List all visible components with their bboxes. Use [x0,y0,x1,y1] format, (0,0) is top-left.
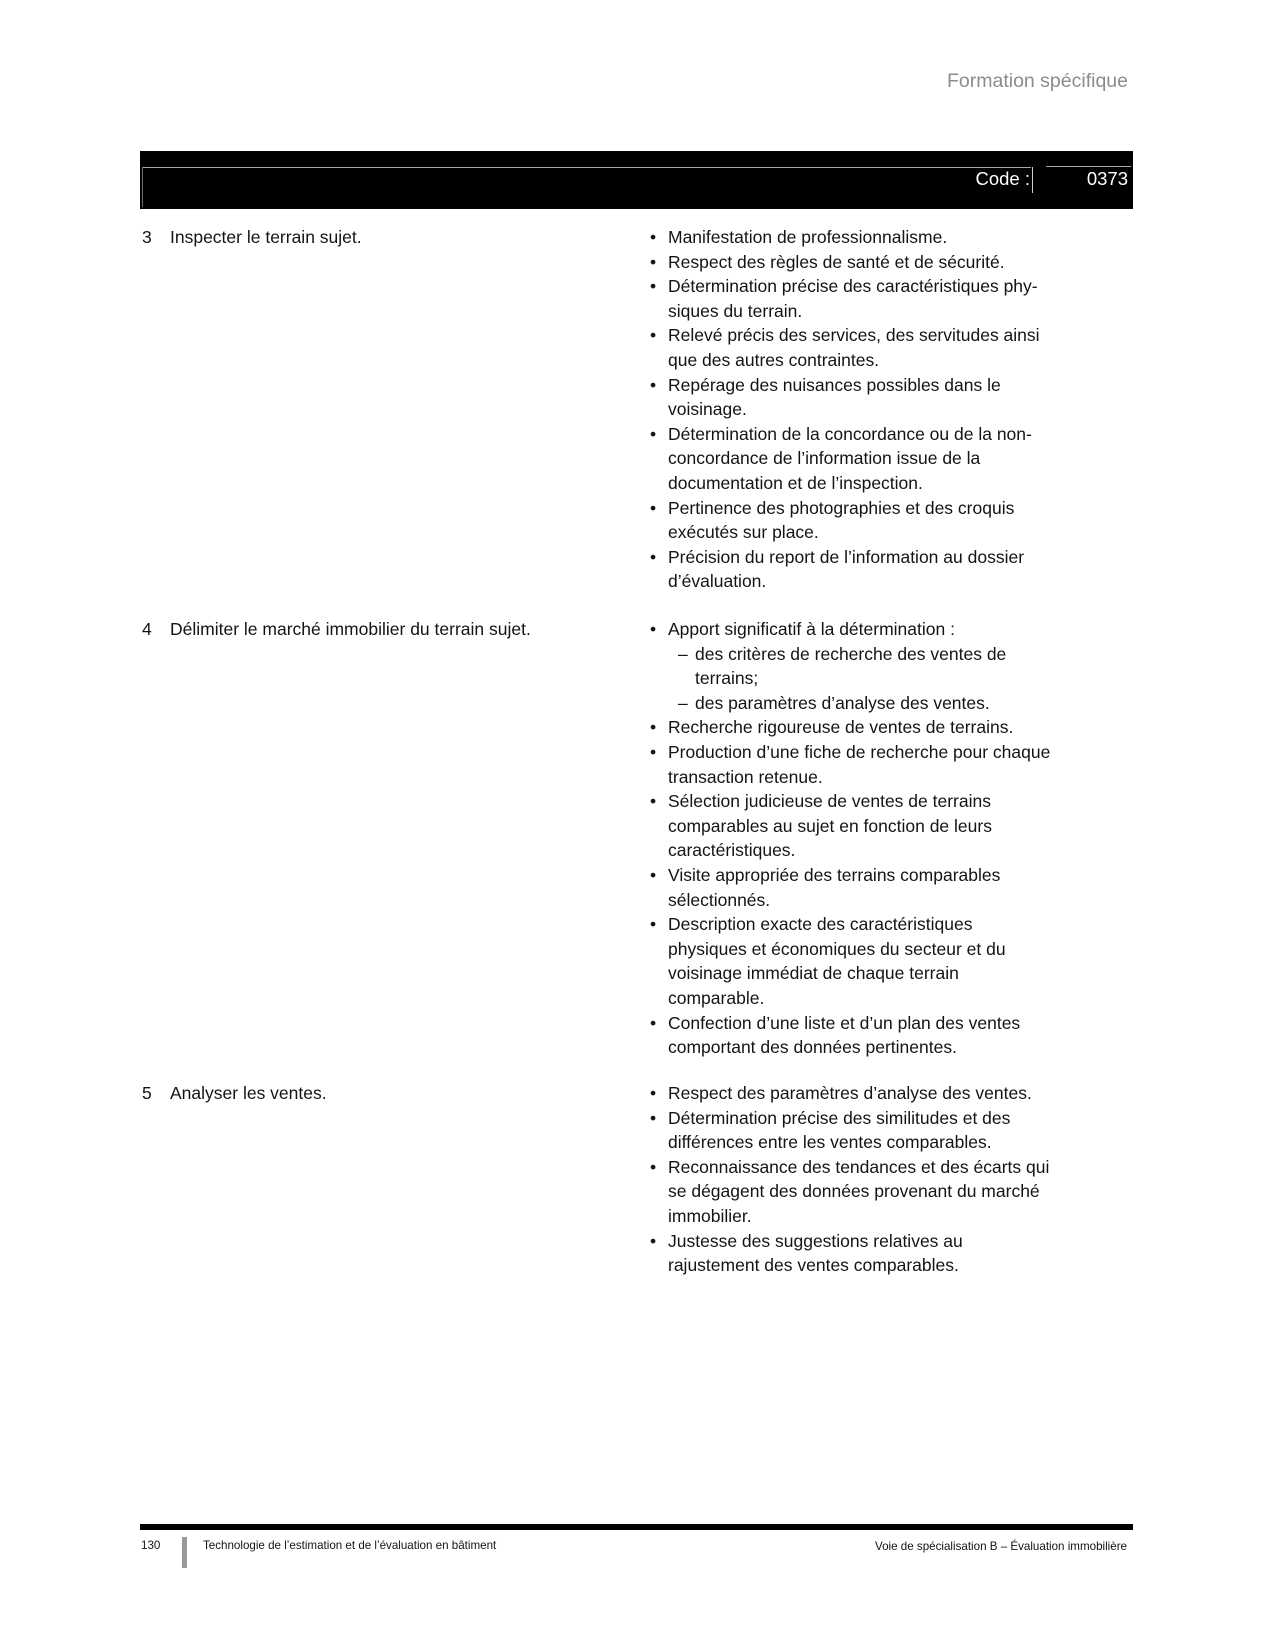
code-bar-border-left-segment [142,167,1031,168]
code-bar [140,151,1133,209]
task-number: 3 [142,227,152,247]
criteria-list [650,225,1133,594]
bullet-line: comportant des données pertinentes. [668,1037,957,1058]
code-bar-cell-divider [1032,167,1033,193]
bullet-icon: • [650,864,657,885]
bullet-line: exécutés sur place. [668,522,819,543]
sub-item-line: des paramètres d’analyse des ventes. [695,692,990,713]
criteria-column [650,225,1133,594]
bullet-icon: • [650,1156,657,1177]
bullet-icon: • [650,1012,657,1033]
bullet-item [650,740,1133,789]
bullet-text [668,863,1133,912]
bullet-item [650,274,1133,323]
bullet-icon: • [650,374,657,395]
bullet-line: Précision du report de l’information au dossier [668,546,1025,567]
bullet-line: rajustement des ventes comparables. [668,1255,959,1276]
task-title: Délimiter le marché immobilier du terrain sujet. [170,619,531,639]
bullet-line: Visite appropriée des terrains comparables [668,864,1001,885]
bullet-text [668,1155,1133,1229]
bullet-text [668,617,1133,715]
bullet-line: Sélection judicieuse de ventes de terrains [668,791,991,812]
bullet-item [650,373,1133,422]
code-label: Code : [975,168,1030,189]
bullet-item [650,1011,1133,1060]
code-bar-border-right-segment [1046,166,1131,167]
bullet-item [650,1155,1133,1229]
task-heading [142,1081,612,1106]
bullet-icon: • [650,546,657,567]
bullet-item [650,1081,1133,1106]
bullet-icon: • [650,619,657,639]
bullet-text [668,789,1133,863]
dash-icon: – [678,643,688,664]
footer-rule [140,1524,1133,1530]
page-number: 130 [141,1539,161,1552]
bullet-line: Production d’une fiche de recherche pour chaque [668,741,1051,762]
bullet-item [650,422,1133,496]
bullet-line: Confection d’une liste et d’un plan des ventes [668,1012,1021,1033]
bullet-line: documentation et de l’inspection. [668,472,923,493]
bullet-line: physiques et économiques du secteur et du [668,938,1006,959]
code-value: 0373 [1086,168,1128,189]
bullet-line: Respect des règles de santé et de sécurité. [668,251,1005,272]
task-number: 5 [142,1083,152,1103]
bullet-line: Justesse des suggestions relatives au [668,1230,963,1251]
bullet-item [650,545,1133,594]
bullet-item [650,617,1133,715]
bullet-text [668,715,1133,740]
bullet-line: Relevé précis des services, des servitudes ainsi [668,325,1040,346]
bullet-line: voisinage. [668,399,747,420]
sub-item-line: terrains; [695,668,759,689]
bullet-item [650,225,1133,250]
bullet-line: transaction retenue. [668,766,823,787]
bullet-icon: • [650,423,657,444]
bullet-line: Manifestation de professionnalisme. [668,227,948,247]
bullet-text [668,225,1133,250]
bullet-line: Description exacte des caractéristiques [668,914,973,935]
bullet-line: Détermination précise des similitudes et des [668,1107,1011,1128]
footer-program-title: Technologie de l’estimation et de l’évaluation en bâtiment [203,1539,497,1552]
bullet-item [650,1229,1133,1278]
bullet-icon: • [650,914,657,935]
bullet-text [668,250,1133,275]
bullet-icon: • [650,251,657,272]
criteria-list [650,617,1133,1060]
bullet-line: caractéristiques. [668,840,796,861]
bullet-line: concordance de l’information issue de la [668,448,981,469]
bullet-line: Reconnaissance des tendances et des écarts qui [668,1156,1050,1177]
bullet-icon: • [650,227,657,247]
bullet-text [668,1106,1133,1155]
criteria-column [650,617,1133,1060]
bullet-text [668,1229,1133,1278]
bullet-icon: • [650,1083,657,1103]
bullet-icon: • [650,1107,657,1128]
sub-item-text [695,691,1133,716]
bullet-line: que des autres contraintes. [668,349,880,370]
bullet-line: comparable. [668,987,765,1008]
task-title: Analyser les ventes. [170,1083,327,1103]
bullet-text [668,545,1133,594]
bullet-icon: • [650,276,657,297]
dash-icon: – [678,692,688,713]
bullet-line: d’évaluation. [668,571,767,592]
bullet-item [650,496,1133,545]
sub-item-text [695,642,1133,691]
bullet-line: Repérage des nuisances possibles dans le [668,374,1001,395]
criteria-list [650,1081,1133,1278]
code-bar-left-edge-line [142,167,143,207]
bullet-text [668,496,1133,545]
bullet-text [668,373,1133,422]
bullet-item [650,715,1133,740]
bullet-line: Recherche rigoureuse de ventes de terrains. [668,717,1014,738]
bullet-line: immobilier. [668,1205,752,1226]
task-title: Inspecter le terrain sujet. [170,227,362,247]
bullet-item [650,789,1133,863]
task-number: 4 [142,619,152,639]
bullet-text [668,1011,1133,1060]
footer-track-title: Voie de spécialisation B – Évaluation immobilière [875,1540,1127,1553]
bullet-icon: • [650,717,657,738]
bullet-text [668,740,1133,789]
bullet-line: se dégagent des données provenant du marché [668,1181,1040,1202]
bullet-item [650,250,1133,275]
bullet-line: Détermination précise des caractéristiques phy- [668,276,1038,297]
bullet-line: Détermination de la concordance ou de la non- [668,423,1032,444]
bullet-item [650,323,1133,372]
bullet-item [650,1106,1133,1155]
bullet-line: Apport significatif à la détermination : [668,619,955,639]
bullet-icon: • [650,325,657,346]
bullet-icon: • [650,497,657,518]
bullet-line: comparables au sujet en fonction de leurs [668,815,992,836]
criteria-column [650,1081,1133,1278]
task-heading [142,617,612,642]
sub-item [668,691,1133,716]
bullet-line: sélectionnés. [668,889,771,910]
bullet-item [650,912,1133,1010]
bullet-icon: • [650,741,657,762]
sub-item-line: des critères de recherche des ventes de [695,643,1007,664]
sub-item [668,642,1133,691]
task-heading [142,225,612,250]
bullet-text [668,1081,1133,1106]
bullet-line: siques du terrain. [668,300,803,321]
footer-divider [182,1537,187,1568]
bullet-line: différences entre les ventes comparables. [668,1132,992,1153]
bullet-text [668,912,1133,1010]
bullet-line: voisinage immédiat de chaque terrain [668,963,959,984]
section-header-label: Formation spécifique [946,70,1128,92]
bullet-text [668,274,1133,323]
bullet-text [668,422,1133,496]
bullet-icon: • [650,791,657,812]
bullet-text [668,323,1133,372]
bullet-icon: • [650,1230,657,1251]
bullet-item [650,863,1133,912]
bullet-line: Pertinence des photographies et des croquis [668,497,1015,518]
bullet-line: Respect des paramètres d’analyse des ventes. [668,1083,1032,1103]
